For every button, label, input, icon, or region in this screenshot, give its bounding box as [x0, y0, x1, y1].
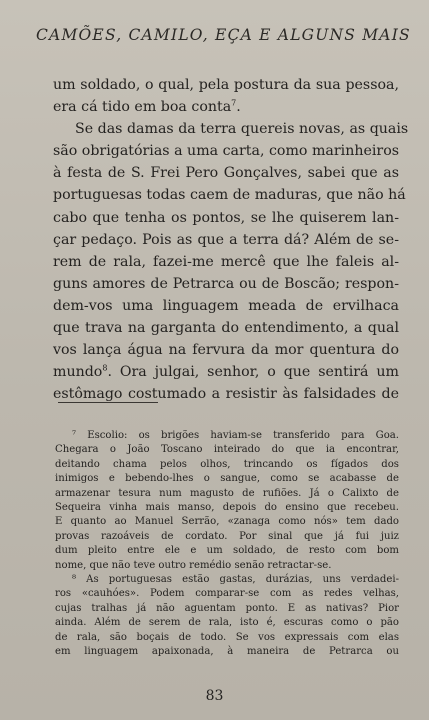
footnote-line: ros «cauhóes». Podem comparar-se com as redes velhas,: [55, 588, 399, 600]
footnote-line: armazenar tesura num magusto de rufiões. Já o Calixto de: [55, 487, 399, 499]
footnote-line: E quanto ao Manuel Serrão, «zanaga como nós» tem dado: [55, 516, 399, 528]
body-line: que trava na garganta do entendimento, a qual: [53, 320, 399, 337]
footnote-line: Chegara o João Toscano inteirado do que ia encontrar,: [55, 444, 399, 456]
body-line: [53, 361, 399, 383]
body-line: portuguesas todas caem de maduras, que não há: [53, 187, 406, 204]
footnote-line: dum pleito entre ele e um soldado, de resto com bom: [55, 545, 399, 557]
body-line: estômago costumado a resistir às falsidades de: [53, 386, 399, 403]
footnote-line: ⁸ As portuguesas estão gastas, durázias, uns verdadei-: [72, 574, 399, 586]
body-line-text: mundo: [53, 364, 103, 381]
footnote-line: Sequeira vinha mais manso, depois do ensino que recebeu.: [55, 502, 399, 514]
body-line: çar pedaço. Pois as que a terra dá? Além de se-: [53, 231, 399, 248]
body-line: Se das damas da terra quereis novas, as quais: [75, 121, 409, 138]
footnote-line: em linguagem apaixonada, à maneira de Petrarca ou: [55, 646, 399, 658]
footnote-separator: [58, 402, 158, 403]
body-line: um soldado, o qual, pela postura da sua pessoa,: [53, 77, 399, 93]
footnote-line: deitando chama pelos olhos, trincando os fígados dos: [55, 458, 399, 470]
footnote-line: de rala, são boçais de todo. Se vos expressais com elas: [55, 631, 399, 643]
page-number: 83: [205, 688, 224, 704]
body-line: dem-vos uma linguagem meada de ervilhaca: [53, 297, 399, 314]
body-line: rem de rala, fazei-me mercê que lhe faleis al-: [53, 253, 399, 270]
footnote-ref: 7: [231, 98, 237, 108]
body-line-text: era cá tido em boa conta: [53, 99, 232, 116]
footnote-line: cujas tralhas já não aguentam ponto. E as nativas? Pior: [55, 602, 399, 614]
footnote-line: ainda. Além de serem de rala, isto é, escuras como o pão: [55, 617, 399, 629]
footnote-line: provas razoáveis de cordato. Por sinal que já fui juiz: [55, 530, 399, 542]
main-text: [53, 74, 409, 405]
body-line-text: . Ora julgai, senhor, o que sentirá um: [107, 364, 399, 381]
body-line: cabo que tenha os pontos, se lhe quiserem lan-: [53, 209, 399, 226]
footnotes: [55, 429, 399, 660]
footnote-line: inimigos e bebendo-lhes o sangue, como se acabasse de: [55, 473, 399, 485]
footnote-ref: 8: [102, 363, 108, 373]
body-line: guns amores de Petrarca ou de Boscão; respon-: [53, 275, 399, 292]
footnote-line: ⁷ Escolio: os brigões haviam-se transferido para Goa.: [72, 430, 399, 441]
footnote-line: nome, que não teve outro remédio senão retractar-se.: [55, 559, 332, 571]
body-line: era cá tido em boa conta$^7$.: [53, 98, 241, 116]
body-line: à festa de S. Frei Pero Gonçalves, sabei que as: [53, 165, 399, 182]
running-header: CAMÕES, CAMILO, EÇA E ALGUNS MAIS: [36, 26, 411, 44]
body-line: são obrigatórias a uma carta, como marinheiros: [53, 143, 400, 160]
body-line: vos lança água na fervura da mor quentura do: [53, 342, 399, 359]
